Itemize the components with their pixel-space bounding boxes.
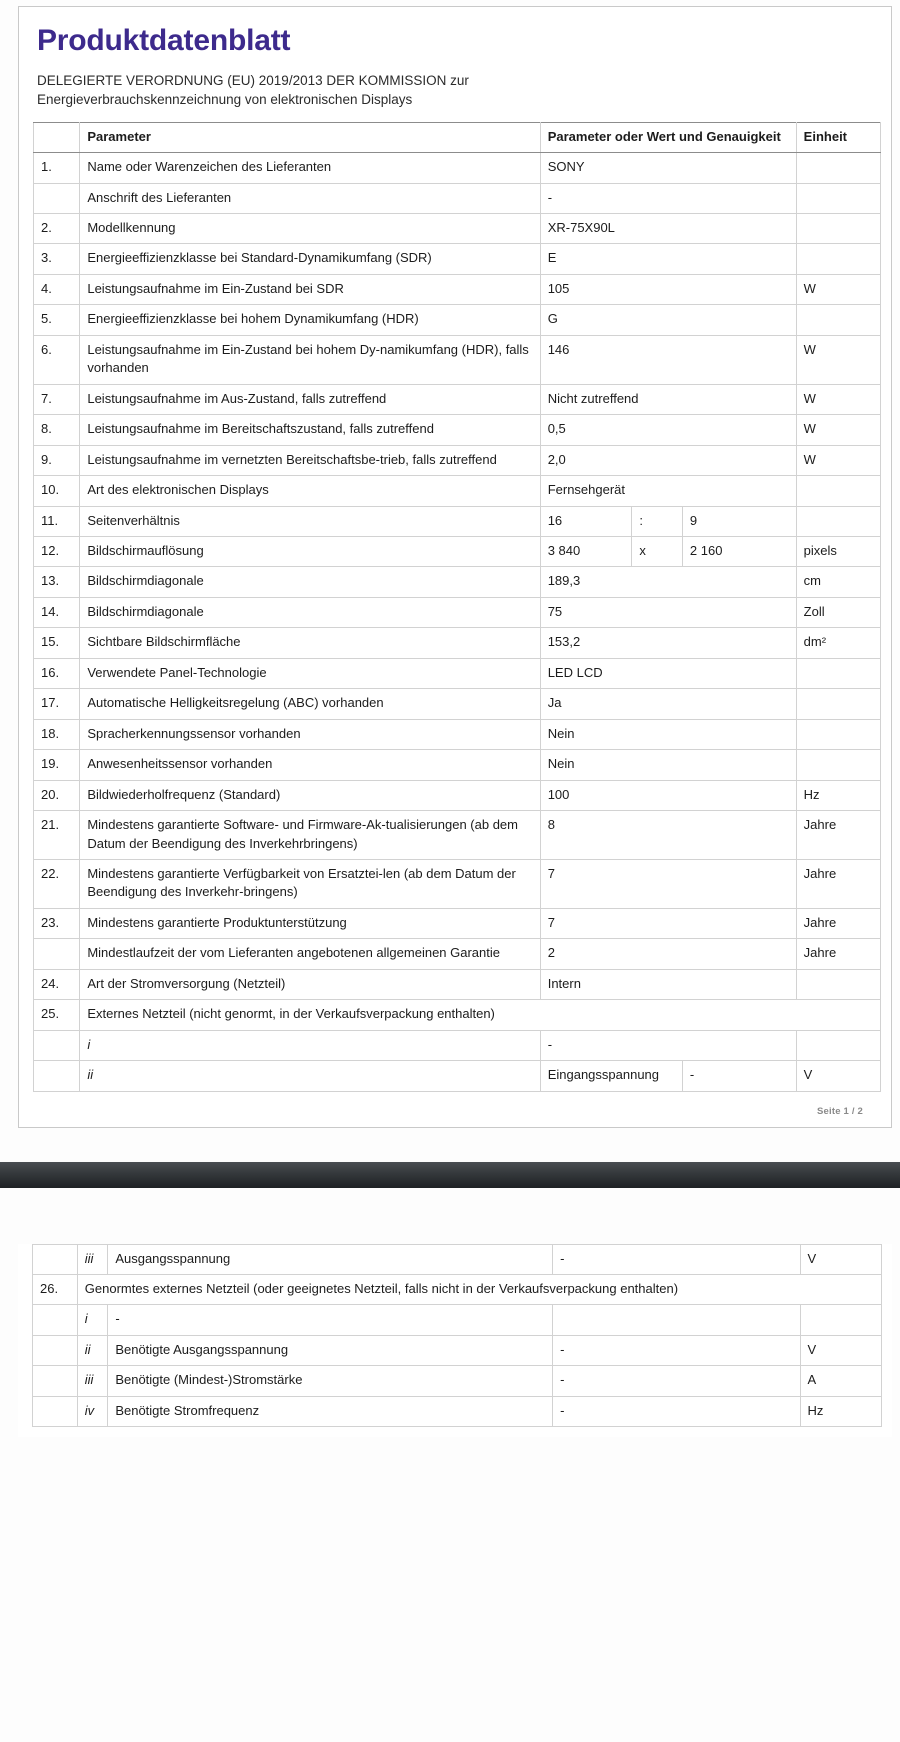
header-parameter: Parameter [80,122,540,152]
row-number: 14. [34,597,80,627]
row-parameter: Bildschirmdiagonale [80,567,540,597]
row-number: 6. [34,335,80,384]
subrow-parameter: Benötigte Ausgangsspannung [108,1335,553,1365]
row-parameter: Leistungsaufnahme im Ein-Zustand bei hohem Dy-namikumfang (HDR), falls vorhanden [80,335,540,384]
subrow-value: - [553,1244,800,1274]
row-unit [796,719,880,749]
row-parameter: Energieeffizienzklasse bei Standard-Dynamikumfang (SDR) [80,244,540,274]
row-parameter: Mindestlaufzeit der vom Lieferanten angebotenen allgemeinen Garantie [80,939,540,969]
row-parameter: Modellkennung [80,213,540,243]
subrow-unit: A [800,1366,881,1396]
row-unit: W [796,384,880,414]
row-number: 13. [34,567,80,597]
table-row [34,859,881,908]
row-value: G [540,305,796,335]
table-header-row [34,122,881,152]
row-unit: dm² [796,628,880,658]
subrow-parameter: - [540,1030,796,1060]
table-row [34,506,881,536]
row-number: 18. [34,719,80,749]
row-number [33,1244,78,1274]
subtitle-line-2: Energieverbrauchskennzeichnung von elektronischen Displays [37,92,413,108]
subrow-numeral: ii [77,1335,108,1365]
row-unit [796,213,880,243]
row-unit: Jahre [796,859,880,908]
datasheet-table-page2 [32,1244,882,1428]
row-value: 2,0 [540,445,796,475]
row-unit [796,476,880,506]
table-body-mid [34,567,881,1000]
table-row [34,597,881,627]
header-number [34,122,80,152]
page-title: Produktdatenblatt [37,24,291,57]
row-value: Nein [540,750,796,780]
subrow-unit: V [800,1335,881,1365]
row-value: 75 [540,597,796,627]
row-unit [796,244,880,274]
subrow-value: - [553,1366,800,1396]
row-number: 1. [34,153,80,183]
table-row [34,213,881,243]
subrow-value [553,1305,800,1335]
table-row [34,969,881,999]
table-body-row26-subrows [33,1305,882,1427]
table-row [34,750,881,780]
subrow-parameter: Benötigte (Mindest-)Stromstärke [108,1366,553,1396]
table-row [34,445,881,475]
table-row [34,274,881,304]
row-value: 7 [540,859,796,908]
row-number: 10. [34,476,80,506]
row-number [34,183,80,213]
row-value-separator: : [632,506,683,536]
row-parameter: Verwendete Panel-Technologie [80,658,540,688]
table-row [34,628,881,658]
table-row [34,476,881,506]
table-subrow [33,1244,882,1274]
row-value: Fernsehgerät [540,476,796,506]
table-row [34,689,881,719]
table-body-top [34,153,881,506]
row-number: 25. [34,1000,80,1030]
document-subtitle [37,71,737,110]
row-number: 5. [34,305,80,335]
row-value: 8 [540,811,796,860]
row-number [34,939,80,969]
subrow-value: - [553,1396,800,1426]
row-number: 17. [34,689,80,719]
table-body-aspect [34,506,881,567]
row-parameter: Mindestens garantierte Software- und Firmware-Ak-tualisierungen (ab dem Datum der Beendigung des Inverkehrbringens) [80,811,540,860]
row-parameter: Genormtes externes Netzteil (oder geeignetes Netzteil, falls nicht in der Verkaufsverpackung enthalten) [77,1275,881,1305]
table-row [34,335,881,384]
table-row [34,780,881,810]
row-parameter: Mindestens garantierte Verfügbarkeit von Ersatztei-len (ab dem Datum der Beendigung des Inverkehr-bringens) [80,859,540,908]
row-number: 16. [34,658,80,688]
row-unit [796,969,880,999]
subrow-unit: V [796,1061,880,1091]
subrow-value: - [682,1061,796,1091]
table-row [34,811,881,860]
subrow-unit [800,1305,881,1335]
row-value: Nicht zutreffend [540,384,796,414]
subrow-parameter: Benötigte Stromfrequenz [108,1396,553,1426]
page-2-sheet [18,1244,892,1438]
table-row [34,658,881,688]
table-row [34,536,881,566]
row-number: 7. [34,384,80,414]
row-unit: Jahre [796,811,880,860]
row-parameter: Leistungsaufnahme im vernetzten Bereitschaftsbe-trieb, falls zutreffend [80,445,540,475]
row-value: 146 [540,335,796,384]
row-parameter: Leistungsaufnahme im Aus-Zustand, falls zutreffend [80,384,540,414]
row-unit: pixels [796,536,880,566]
subrow-numeral: ii [80,1061,540,1091]
header-value: Parameter oder Wert und Genauigkeit [540,122,796,152]
subrow-unit [796,1030,880,1060]
table-subrow [34,1030,881,1060]
row-unit [796,183,880,213]
row-value-separator: x [632,536,683,566]
row-number: 15. [34,628,80,658]
subrow-unit: V [800,1244,881,1274]
row-parameter: Art der Stromversorgung (Netzteil) [80,969,540,999]
row-parameter: Energieeffizienzklasse bei hohem Dynamikumfang (HDR) [80,305,540,335]
page-footer: Seite 1 / 2 [816,1105,863,1117]
row-value: LED LCD [540,658,796,688]
row-number: 21. [34,811,80,860]
subrow-numeral: iv [77,1396,108,1426]
row-parameter: Leistungsaufnahme im Ein-Zustand bei SDR [80,274,540,304]
row-number [33,1335,78,1365]
row-parameter: Mindestens garantierte Produktunterstützung [80,908,540,938]
table-row [34,719,881,749]
row-unit: Jahre [796,908,880,938]
page-break-divider [0,1162,900,1188]
table-subrow [33,1396,882,1426]
subrow-numeral: iii [77,1366,108,1396]
row-number [34,1061,80,1091]
row-unit [796,506,880,536]
row-value: - [540,183,796,213]
subrow-unit: Hz [800,1396,881,1426]
row-unit: Hz [796,780,880,810]
row-value: SONY [540,153,796,183]
subrow-parameter: Ausgangsspannung [108,1244,553,1274]
row-value: 2 [540,939,796,969]
row-unit: W [796,445,880,475]
row-unit [796,305,880,335]
table-row [34,305,881,335]
row-value: Nein [540,719,796,749]
row-value: 7 [540,908,796,938]
row-parameter: Automatische Helligkeitsregelung (ABC) vorhanden [80,689,540,719]
page-1-sheet [18,6,892,1128]
row-number: 12. [34,536,80,566]
table-subrow [34,1061,881,1091]
row-value: Intern [540,969,796,999]
row-number [34,1030,80,1060]
row-number: 22. [34,859,80,908]
subtitle-line-1: DELEGIERTE VERORDNUNG (EU) 2019/2013 DER KOMMISSION zur [37,72,469,88]
row-parameter: Bildschirmdiagonale [80,597,540,627]
row-number [33,1366,78,1396]
table-row-section [33,1275,882,1305]
row-number: 11. [34,506,80,536]
row-unit: cm [796,567,880,597]
row-value: E [540,244,796,274]
row-parameter: Name oder Warenzeichen des Lieferanten [80,153,540,183]
row-number: 3. [34,244,80,274]
row-parameter: Seitenverhältnis [80,506,540,536]
table-body-page2-top [33,1244,882,1305]
row-unit: Zoll [796,597,880,627]
table-row [34,939,881,969]
row-unit: Jahre [796,939,880,969]
row-parameter: Anschrift des Lieferanten [80,183,540,213]
row-parameter: Leistungsaufnahme im Bereitschaftszustand, falls zutreffend [80,415,540,445]
row-value: XR-75X90L [540,213,796,243]
header-unit: Einheit [796,122,880,152]
subrow-numeral: i [77,1305,108,1335]
table-subrow [33,1335,882,1365]
row-value: 153,2 [540,628,796,658]
table-row [34,153,881,183]
row-value: 189,3 [540,567,796,597]
row-number: 20. [34,780,80,810]
row-unit: W [796,274,880,304]
row-parameter: Bildwiederholfrequenz (Standard) [80,780,540,810]
table-row [34,183,881,213]
row-number: 8. [34,415,80,445]
row-value-b: 2 160 [682,536,796,566]
subrow-numeral: i [80,1030,540,1060]
table-row [34,244,881,274]
table-row [34,908,881,938]
row-unit [796,689,880,719]
table-header [34,122,881,152]
row-value: 105 [540,274,796,304]
row-unit [796,153,880,183]
row-value: 100 [540,780,796,810]
row-value-b: 9 [682,506,796,536]
row-number: 9. [34,445,80,475]
row-unit: W [796,415,880,445]
row-unit [796,658,880,688]
row-value: 0,5 [540,415,796,445]
datasheet-table-page1 [33,122,881,1092]
row-number: 26. [33,1275,78,1305]
table-subrow [33,1366,882,1396]
row-value-a: 16 [540,506,632,536]
subrow-value: - [553,1335,800,1365]
table-row [34,415,881,445]
subrow-numeral: iii [77,1244,108,1274]
row-number: 2. [34,213,80,243]
row-unit [796,750,880,780]
row-parameter: Bildschirmauflösung [80,536,540,566]
table-row-section [34,1000,881,1030]
row-number: 4. [34,274,80,304]
row-number [33,1305,78,1335]
row-number [33,1396,78,1426]
row-number: 23. [34,908,80,938]
row-value-a: 3 840 [540,536,632,566]
table-row [34,567,881,597]
table-subrow [33,1305,882,1335]
subrow-parameter: Eingangsspannung [540,1061,682,1091]
row-parameter: Externes Netzteil (nicht genormt, in der Verkaufsverpackung enthalten) [80,1000,881,1030]
row-parameter: Anwesenheitssensor vorhanden [80,750,540,780]
table-body-row25 [34,1000,881,1091]
row-value: Ja [540,689,796,719]
row-parameter: Sichtbare Bildschirmfläche [80,628,540,658]
table-row [34,384,881,414]
row-unit: W [796,335,880,384]
row-number: 19. [34,750,80,780]
subrow-parameter: - [108,1305,553,1335]
row-parameter: Spracherkennungssensor vorhanden [80,719,540,749]
row-number: 24. [34,969,80,999]
row-parameter: Art des elektronischen Displays [80,476,540,506]
